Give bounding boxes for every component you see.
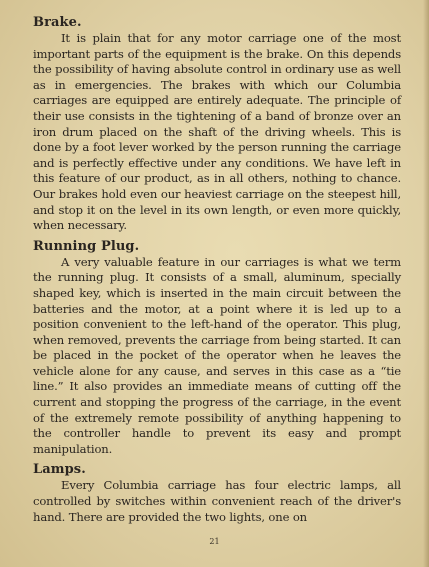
page-text [33, 14, 401, 529]
paragraph-running-plug: A very valuable feature in our carriages is what we term the running plug. It consists of a small, aluminum, specially shaped key, which is inserted in the main circuit between the batteries and the motor, at a point where it is led up to a position convenient to the left-hand of the operator. This plug, when removed, prevents the carriage from being started. It can be placed in the pocket of the operator when he leaves the vehicle alone for any cause, and serves in this case as a “tie line.” It also provides an immediate means of cutting off the current and stopping the progress of the carriage, in the event of the extremely remote possibility of anything happening to the controller handle to prevent its easy and prompt manipulation. [33, 254, 401, 456]
heading-running-plug: Running Plug. [33, 238, 140, 254]
page-edge-shadow [423, 0, 429, 567]
page-number: 21 [209, 537, 220, 546]
paragraph-lamps: Every Columbia carriage has four electric lamps, all controlled by switches within convenient reach of the driver's hand. There are provided the two lights, one on [33, 478, 401, 524]
paragraph-brake: It is plain that for any motor carriage one of the most important parts of the equipment is the brake. On this depends the possibility of having absolute control in ordinary use as well as in emergencies. The brakes with which our Columbia carriages are equipped are entirely adequate. The principle of their use consists in the tightening of a band of bronze over an iron drum placed on the shaft of the driving wheels. This is done by a foot lever worked by the person running the carriage and is perfectly effective under any conditions. We have left in this feature of our product, as in all others, nothing to chance. Our brakes hold even our heaviest carriage on the steepest hill, and stop it on the level in its own length, or even more quickly, when necessary. [33, 31, 401, 233]
heading-lamps: Lamps. [33, 462, 86, 478]
heading-brake: Brake. [33, 15, 82, 30]
